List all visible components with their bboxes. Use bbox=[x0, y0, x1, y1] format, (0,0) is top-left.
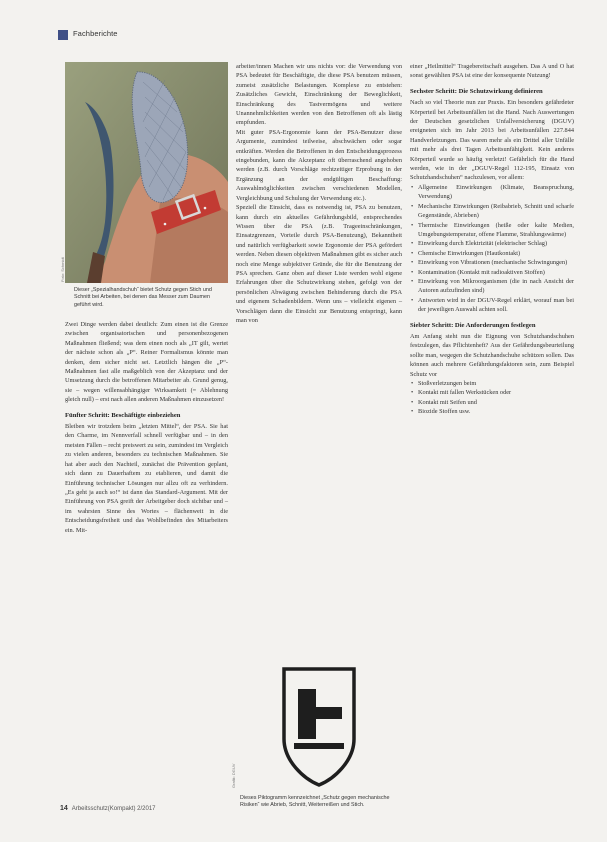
subheading: Siebter Schritt: Die Anforderungen festlegen bbox=[410, 321, 536, 329]
paragraph: Am Anfang steht nun die Eignung von Schutzhandschuhen festzulegen, das Pflichtenheft? Aus der Gefährdungsbeurteilung sollte man, wegegen die Schutzhandschuhe schützen sollen. Das können auch mehrere Gefährdungsfaktoren sein, zum Beispiel Schutz vor bbox=[410, 332, 574, 378]
protection-list bbox=[410, 379, 574, 417]
list-item: • Einwirkung von Mikroorganismen (die in nach Ansicht der Autoren aufzufinden sind) bbox=[410, 277, 574, 296]
column-3 bbox=[410, 62, 574, 417]
list-item: • Mechanische Einwirkungen (Reibabrieb, Schnitt und scharfe Gegenstände, Abrieben) bbox=[410, 202, 574, 221]
page-number: 14 bbox=[60, 805, 68, 812]
column-2 bbox=[236, 62, 402, 325]
page-footer bbox=[60, 805, 156, 812]
paragraph: Nach so viel Theorie nun zur Praxis. Ein besonders gefährdeter Körperteil bei Arbeitsunfällen ist die Hand. Nach Auswertungen der Deutschen gesetzlichen Unfallversicherung (DGUV) ereigneten sich im Jahr 2013 bei Arbeitsunfällen 227.844 Handverletzungen. Das waren mehr als ein Drittel aller Unfälle mit mehr als drei Tagen Arbeitsunfähigkeit. Kein anderes Körperteil wurde so häufig verletzt! Gefährlich für die Hand werden, wie in der „DGUV-Regel 112-195, Einsatz von Schutzhandschuhen“ nachzulesen, vor allem: bbox=[410, 99, 574, 182]
list-item: • Kontakt mit fallen Werkstücken oder bbox=[410, 388, 574, 397]
section-title: Fachberichte bbox=[73, 29, 118, 38]
list-item: • Kontakt mit Seifen und bbox=[410, 398, 574, 407]
photo-credit: Foto: Schmidt bbox=[60, 257, 65, 282]
paragraph: Speziell die Einsicht, dass es notwendig ist, PSA zu benutzen, kann durch ein aktuelles Gefährdungsbild, entsprechendes Wissen über die PSA (z.B. Trageeinschränkungen, Einsatzgrenzen, Vorteile durch PSA-Benutzung), Bekanntheit und natürlich verfügbarkeit sowie Ergonomie der PSA gefördert werden. Neben diesen objektiven Maßnahmen gibt es sicher auch noch eine Menge subjektiver Gründe, die für die Benutzung der PSA sprechen. Ganz oben auf dieser Liste werden wohl eigene Erfahrungen über die Schutzwirkung stehen, gefolgt von der persönlichen Abwägung zwischen Behinderung durch die PSA und eigenem Schadenbildern. Wenn uns – vielleicht eigenen – Vorschlägen dann die Einsicht zur Benutzung entspringt, kann man von bbox=[236, 204, 402, 324]
shield-hammer-pictogram-icon bbox=[236, 663, 402, 789]
list-item: • Allgemeine Einwirkungen (Klimate, Beanspruchung, Verwendung) bbox=[410, 183, 574, 202]
list-item: • Thermische Einwirkungen (heiße oder kalte Medien, Umgebungstemperatur, offene Flamme, Strahlungswärme) bbox=[410, 221, 574, 240]
paragraph: Mit guter PSA-Ergonomie kann der PSA-Benutzer diese Argumente, zumindest teilweise, abschwächen oder sogar entkräften. Werden die Betroffenen in den Entscheidungsprozess eingebunden, kann die Akzeptanz oft überraschend angehoben werden (z.B. durch Vorschläge rechtzeitiger Erprobung in der Ergänzung an der endgültigen Beschaffung: Auswahlmöglichkeiten zwischen verschiedenen Modellen, Vergleichbung und Schulung der Verwendung etc.). bbox=[236, 128, 402, 202]
list-item: • Kontamination (Kontakt mit radioaktiven Stoffen) bbox=[410, 268, 574, 277]
list-item: • Biozide Stoffen usw. bbox=[410, 407, 574, 416]
paragraph: arbeiter/innen Machen wir uns nichts vor: die Verwendung von PSA bedeutet für Beschäftigte, die diese PSA benutzen müssen, zumeist zusätzliche Belastungen. Komplexe zu entstehen: Zusätzliches Gewicht, Einschränkung der Beweglichkeit, Einschränkung des Tastvermögens und weitere Unannehmlichkeiten werden von den Betroffenen oft als lästig empfunden. bbox=[236, 63, 402, 127]
list-item: • Stoßverletzungen beim bbox=[410, 379, 574, 388]
list-item: • Einwirkung von Vibrationen (mechanische Schwingungen) bbox=[410, 258, 574, 267]
subheading: Sechster Schritt: Die Schutzwirkung definieren bbox=[410, 87, 543, 95]
glove-photo-illustration bbox=[65, 62, 228, 283]
paragraph: Bleiben wir trotzdem beim „letzten Mittel“, der PSA. Sie hat den Charme, im Nennverfall schnell verfügbar und – in den meisten Fällen – recht preiswert zu sein, zumindest im Vergleich zu vielen anderen, besonders zu technischen Maßnahmen. Sie hat aber auch den Nachteil, zunächst die Prävention geplant, sich dann zu Dauerhaftem zu etablieren, und damit die Einführung technischer Lösungen nur allzu oft zu verhindern. „Es geht ja auch so!“ ist dann das Standard-Argument. Mit der Einführung von PSA greift der Arbeitgeber doch sichtbar und – im wahrsten Sinne des Wortes – flächenweit in die Entscheidungsfreiheit und das Wohlbefinden des Mitarbeiters ein. Mit- bbox=[65, 423, 228, 534]
publication-name: Arbeitsschutz(Kompakt) 2/2017 bbox=[71, 806, 156, 812]
glove-photo bbox=[65, 62, 228, 283]
photo-caption: Dieser „Spezialhandschuh“ bietet Schutz gegen Stich und Schnitt bei Arbeiten, bei denen das Messer zum Daumen geführt wird. bbox=[74, 287, 212, 308]
list-item: • Einwirkung durch Elektrizität (elektrischer Schlag) bbox=[410, 239, 574, 248]
hazard-list bbox=[410, 183, 574, 315]
pictogram-figure bbox=[236, 663, 402, 789]
list-item: • Antworten wird in der DGUV-Regel erklärt, worauf man bei der jeweiligen Auswahl achten soll. bbox=[410, 296, 574, 315]
pictogram-credit: Grafik: DGUV bbox=[231, 763, 236, 788]
column-1 bbox=[65, 320, 228, 535]
list-item: • Chemische Einwirkungen (Hautkontakt) bbox=[410, 249, 574, 258]
paragraph: Zwei Dinge werden dabei deutlich: Zum einen ist die Grenze zwischen organisatorischen und personenbezogenen Maßnahmen fließend; was dem einen noch als „IT gilt, wertet der nächste schon als „P“. Reiner Formalismus könnte man denken, dem sicher nicht sei. Letztlich hängen die „P“-Maßnahmen fast alle maßgeblich von der Akzeptanz und der Umsetzung durch die betroffenen Mitarbeiter ab. Grund genug, sie – wegen willensabhängiger Wirksamkeit (= Ablehnung gleich null) – erst nach allen anderen Maßnahmen einzusetzen! bbox=[65, 321, 228, 404]
paragraph: einer „Heilmittel“ Tragebereitschaft ausgehen. Das A und O hat sonst gewählten PSA ist eine der konsequente Nutzung! bbox=[410, 63, 574, 80]
section-marker bbox=[58, 30, 68, 40]
subheading: Fünfter Schritt: Beschäftigte einbeziehen bbox=[65, 411, 181, 419]
pictogram-caption: Dieses Piktogramm kennzeichnet „Schutz gegen mechanische Risiken“ wie Abrieb, Schnitt, Weiterreißen und Stich. bbox=[240, 795, 390, 809]
